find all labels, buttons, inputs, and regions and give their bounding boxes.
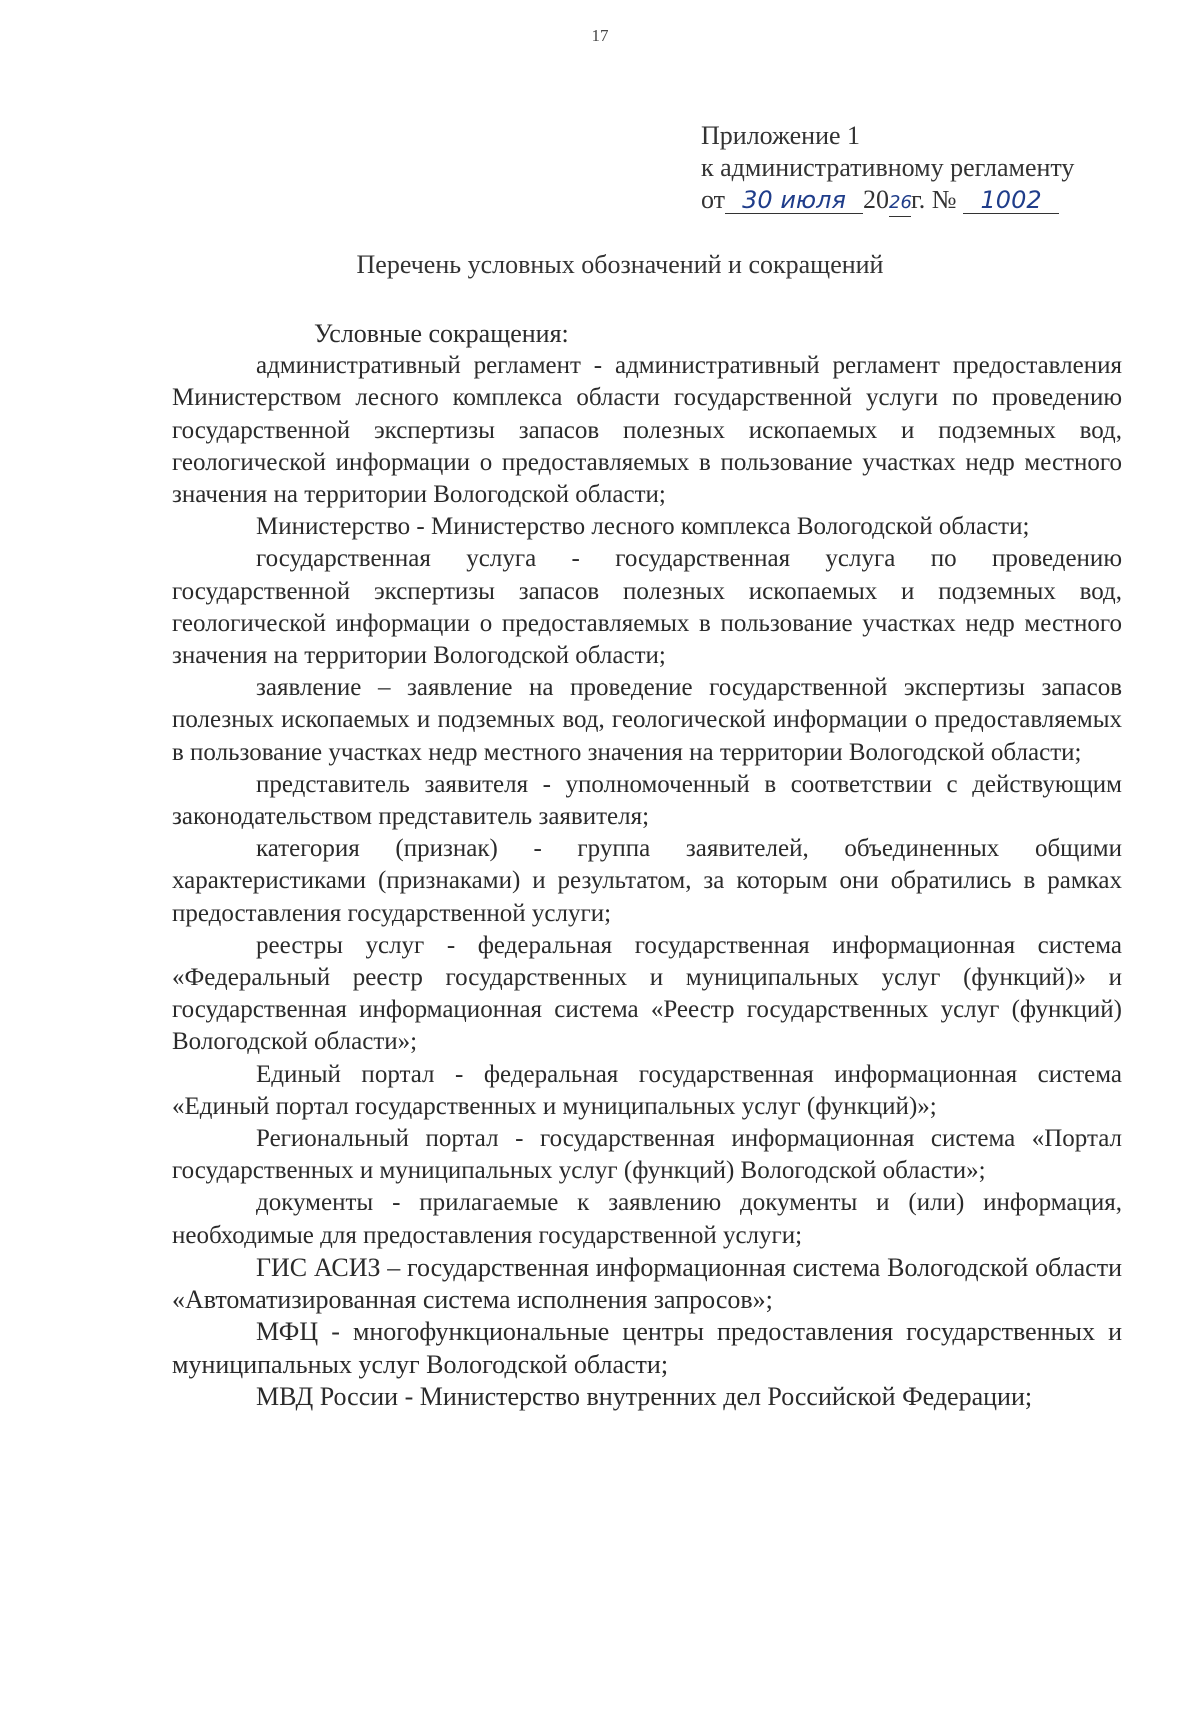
page-number: 17 xyxy=(591,26,609,45)
paragraph-category: категория (признак) - группа заявителей, объединенных общими характеристиками (признаками) и результатом, за которым они обратились в рамках предоставления государственной услуги; xyxy=(172,835,1122,927)
year-suffix: г. № xyxy=(911,185,957,214)
year-prefix: 20 xyxy=(863,185,890,214)
paragraph-ministry: Министерство - Министерство лесного комплекса Вологодской области; xyxy=(256,513,1030,541)
paragraph-state-service: государственная услуга - государственная услуга по проведению государственной экспертизы запасов полезных ископаемых и подземных вод, геологической информации о предоставляемых в пользование участках недр местного значения на территории Вологодской области; xyxy=(172,545,1122,670)
paragraph-regional-portal: Региональный портал - государственная информационная система «Портал государственных и муниципальных услуг (функций) Вологодской области»; xyxy=(172,1125,1122,1185)
handwritten-date: 30 июля xyxy=(725,187,863,214)
subheading: Условные сокращения: xyxy=(314,319,569,348)
paragraph-service-registries: реестры услуг - федеральная государственная информационная система «Федеральный реестр государственных и муниципальных услуг (функций)» и государственная информационная система «Реестр государственных услуг (функций) Вологодской области»; xyxy=(172,931,1122,1056)
paragraph-mfc: МФЦ - многофункциональные центры предоставления государственных и муниципальных услуг Вологодской области; xyxy=(172,1317,1122,1379)
document-body xyxy=(172,318,1122,1413)
document-title: Перечень условных обозначений и сокращений xyxy=(356,250,884,279)
paragraph-documents: документы - прилагаемые к заявлению документы и (или) информация, необходимые для предоставления государственной услуги; xyxy=(172,1189,1122,1249)
appendix-line-2: к административному регламенту xyxy=(701,153,1075,182)
appendix-header xyxy=(701,120,1161,217)
paragraph-application: заявление – заявление на проведение государственной экспертизы запасов полезных ископаемых и подземных вод, геологической информации о предоставляемых в пользование участках недр местного значения на территории Вологодской области; xyxy=(172,674,1122,766)
paragraph-mvd: МВД России - Министерство внутренних дел Российской Федерации; xyxy=(256,1381,1033,1411)
appendix-line-1: Приложение 1 xyxy=(701,121,861,150)
paragraph-gis-asiz: ГИС АСИЗ – государственная информационная система Вологодской области «Автоматизированная система исполнения запросов»; xyxy=(172,1252,1122,1315)
paragraph-representative: представитель заявителя - уполномоченный в соответствии с действующим законодательством представитель заявителя; xyxy=(172,770,1122,831)
paragraph-admin-regulation: административный регламент - административный регламент предоставления Министерством лесного комплекса области государственной услуги по проведению государственной экспертизы запасов полезных ископаемых и подземных вод, геологической информации о предоставляемых в пользование участках недр местного значения на территории Вологодской области; xyxy=(172,352,1122,509)
appendix-line-3 xyxy=(701,184,1161,217)
paragraph-unified-portal: Единый портал - федеральная государственная информационная система «Единый портал государственных и муниципальных услуг (функций)»; xyxy=(172,1060,1122,1120)
handwritten-year: 26 xyxy=(889,190,911,217)
from-label: от xyxy=(701,185,726,214)
handwritten-number: 1002 xyxy=(963,187,1059,214)
